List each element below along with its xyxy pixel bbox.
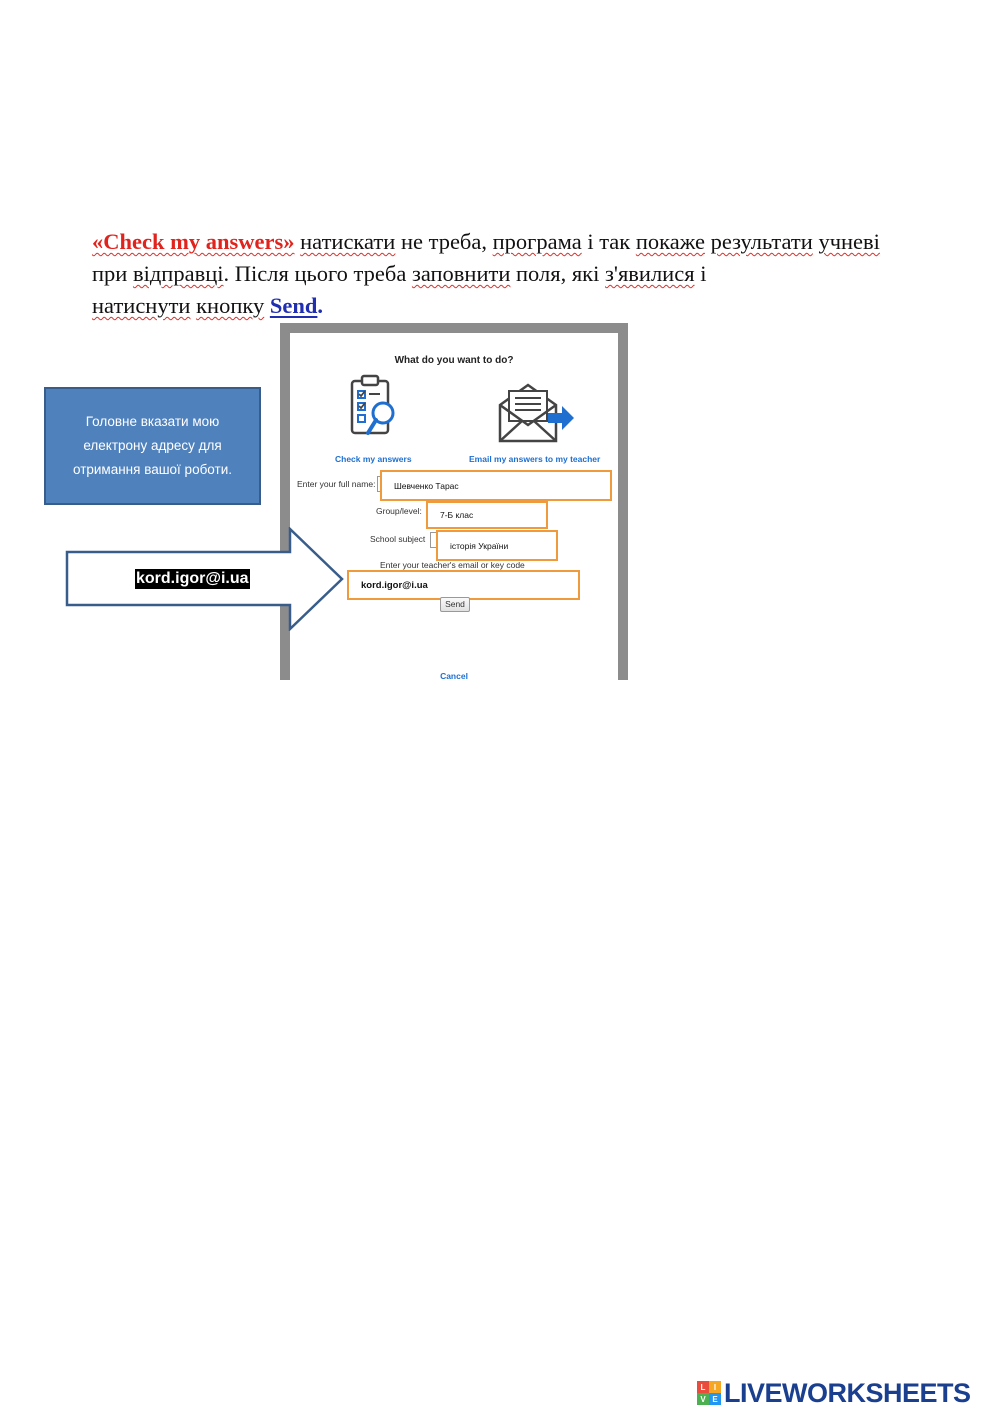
instruction-text: при bbox=[92, 261, 133, 286]
instruction-word: програма bbox=[492, 229, 582, 254]
instruction-word: натискати bbox=[300, 229, 396, 254]
full-name-label: Enter your full name: bbox=[297, 479, 376, 489]
callout-text: Головне вказати мою електрону адресу для отримання вашої роботи. bbox=[72, 414, 232, 477]
instruction-word: заповнити bbox=[411, 261, 511, 286]
instruction-text: і так bbox=[581, 229, 636, 254]
logo-letter: I bbox=[709, 1381, 721, 1393]
logo-text: LIVEWORKSHEETS bbox=[724, 1377, 971, 1408]
arrow-email-text: kord.igor@i.ua bbox=[136, 570, 249, 587]
instruction-word: з'явилися bbox=[605, 261, 695, 286]
teacher-email-field[interactable]: kord.igor@i.ua bbox=[347, 570, 580, 600]
instruction-word: відправці bbox=[132, 261, 224, 286]
send-label: Send bbox=[269, 293, 318, 318]
logo-letter: E bbox=[709, 1393, 721, 1405]
cancel-link[interactable]: Cancel bbox=[440, 671, 468, 681]
teacher-email-label: Enter your teacher's email or key code bbox=[380, 560, 525, 570]
logo-letter: V bbox=[697, 1393, 709, 1405]
school-subject-field[interactable]: історія України bbox=[436, 530, 558, 561]
instruction-text: не треба, bbox=[395, 229, 493, 254]
instruction-text: . Після цього треба bbox=[223, 261, 412, 286]
instruction-word: кнопку bbox=[196, 293, 265, 318]
check-my-answers-option[interactable]: Check my answers bbox=[335, 454, 412, 464]
send-button[interactable]: Send bbox=[440, 597, 470, 612]
instruction-word: учневі bbox=[818, 229, 880, 254]
school-subject-label: School subject bbox=[370, 534, 426, 544]
logo-grid-icon bbox=[697, 1381, 721, 1405]
instruction-text: поля, які bbox=[510, 261, 605, 286]
dialog-title: What do you want to do? bbox=[394, 355, 514, 366]
group-level-field[interactable]: 7-Б клас bbox=[426, 501, 548, 529]
callout-box bbox=[44, 387, 261, 505]
full-name-field[interactable]: Шевченко Тарас bbox=[380, 470, 612, 501]
instruction-word: натиснути bbox=[92, 293, 191, 318]
clipboard-check-icon[interactable] bbox=[348, 373, 404, 441]
envelope-send-icon[interactable] bbox=[496, 381, 578, 445]
email-teacher-option[interactable]: Email my answers to my teacher bbox=[469, 454, 601, 464]
check-my-answers-label: «Check my answers» bbox=[92, 229, 295, 254]
group-level-label: Group/level: bbox=[376, 506, 422, 516]
instruction-word: покаже bbox=[635, 229, 705, 254]
logo-letter: L bbox=[697, 1381, 709, 1393]
instruction-word: результати bbox=[710, 229, 813, 254]
instruction-text: і bbox=[694, 261, 707, 286]
liveworksheets-logo bbox=[697, 1378, 971, 1408]
instruction-period: . bbox=[317, 293, 324, 318]
instruction-paragraph bbox=[92, 226, 902, 322]
